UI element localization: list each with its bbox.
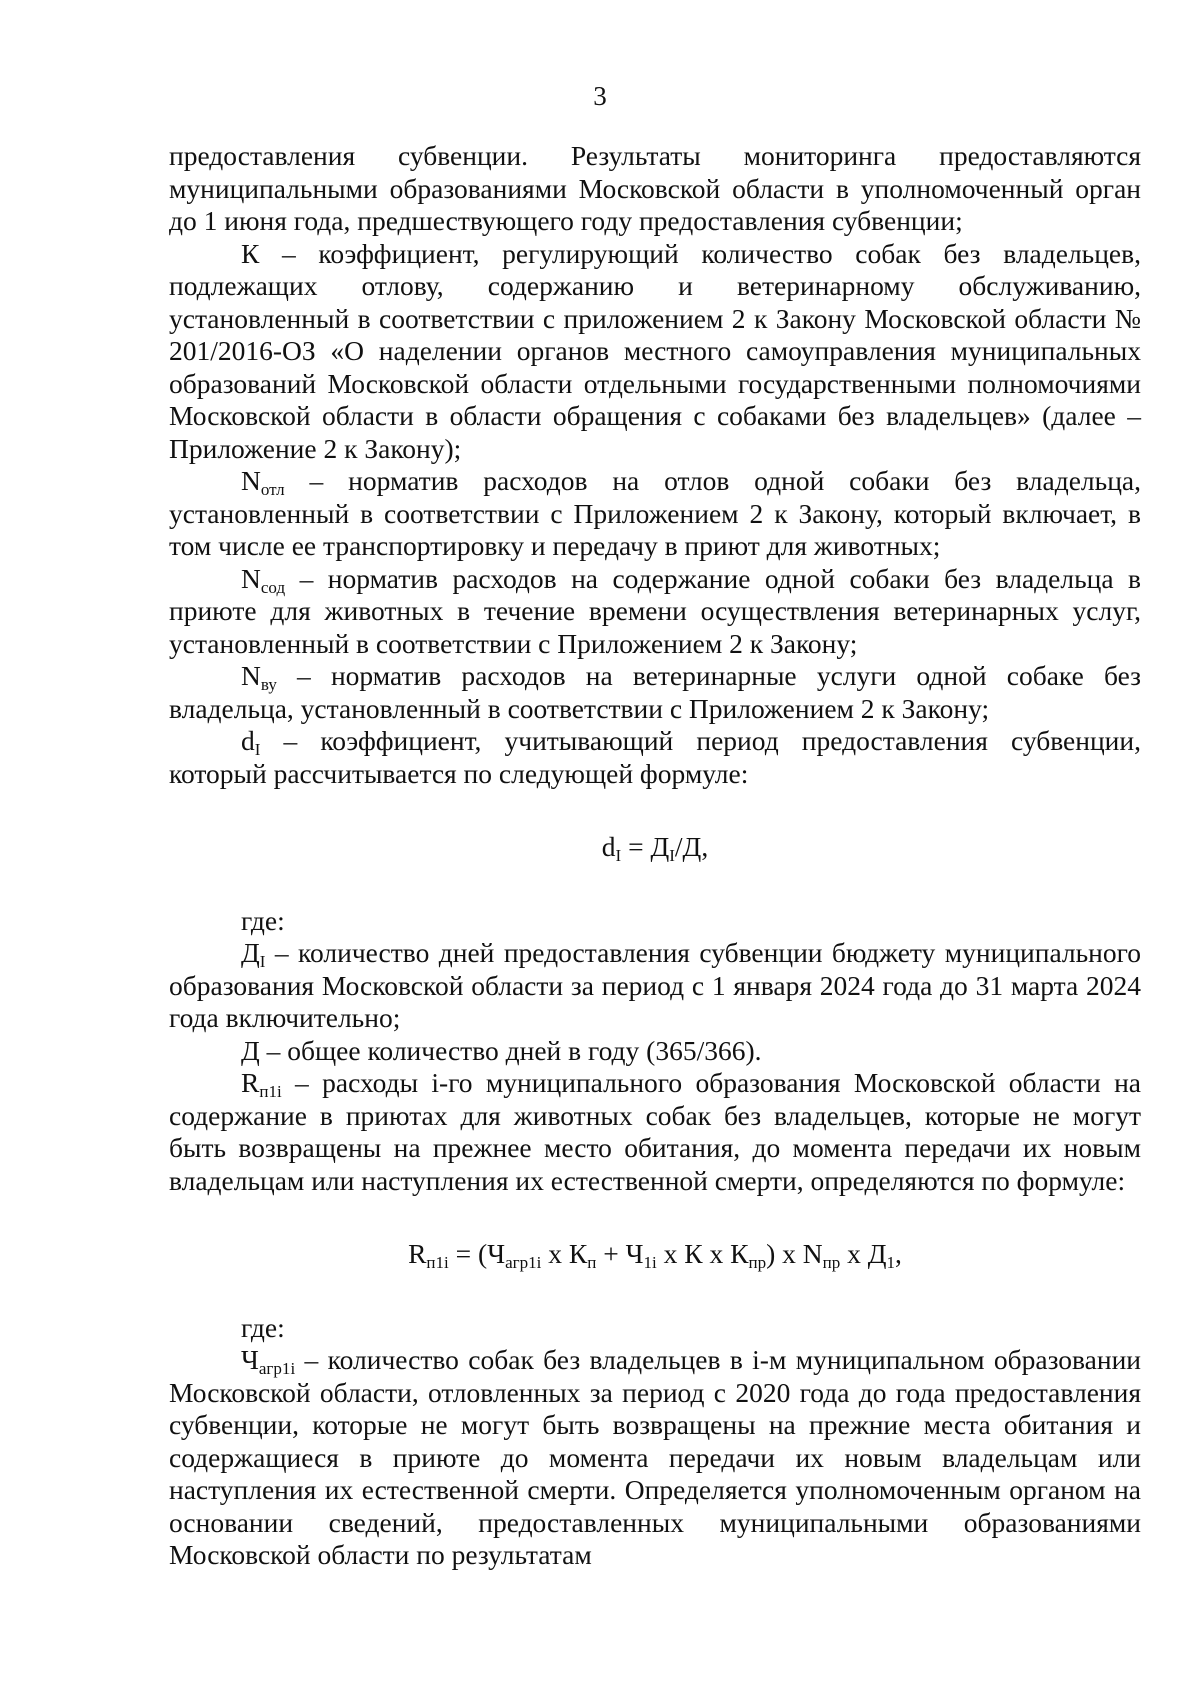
formula-subscript: агр1i [505, 1252, 542, 1272]
formula-subscript: п [587, 1252, 597, 1272]
formula-d [169, 831, 1141, 864]
formula-term: + Ч [596, 1238, 644, 1269]
spacer [169, 1197, 1141, 1238]
symbol: N [241, 562, 261, 594]
paragraph-n-otl [169, 465, 1141, 563]
formula-subscript: 1i [643, 1252, 657, 1272]
formula-subscript: I [669, 845, 675, 865]
paragraph-coefficient-k: К – коэффициент, регулирующий количество собак без владельцев, подлежащих отлову, содержанию и ветеринарному обслуживанию, установленный в соответствии с приложением 2 к Закону Московской области № 201/2016-ОЗ «О наделении органов местного самоуправления муниципальных образований Московской области отдельными государственными полномочиями Московской области в области обращения с собаками без владельцев» (далее – Приложение 2 к Закону); [169, 237, 1141, 464]
where-label: где: [241, 904, 285, 936]
formula-subscript: пр [748, 1252, 767, 1272]
document-body [169, 140, 1141, 1572]
paragraph-d-coefficient [169, 725, 1141, 790]
symbol-subscript: I [259, 951, 266, 971]
symbol: R [241, 1067, 260, 1098]
definition-text: – норматив расходов на ветеринарные услуги одной собаке без владельца, установленный в соответствии с Приложением 2 к Закону; [169, 660, 1141, 724]
symbol-subscript: ву [260, 674, 277, 694]
definition-text: – количество собак без владельцев в i-м муниципальном образовании Московской области, отловленных за период с 2020 года до года предоставления субвенции, которые не могут быть возвращены на прежние места обитания и содержащиеся в приюте до момента передачи их новым владельцам или наступления их естественной смерти. Определяется уполномоченным органом на основании сведений, предоставленных муниципальными образованиями Московской области по результатам [169, 1344, 1141, 1570]
formula-subscript: 1 [886, 1252, 896, 1272]
symbol: N [241, 465, 261, 496]
formula-subscript: п1i [426, 1252, 449, 1272]
symbol: Ч [241, 1344, 259, 1375]
paragraph-r-expenses [169, 1067, 1141, 1197]
definition-text: – количество дней предоставления субвенции бюджету муниципального образования Московской области за период с 1 января 2024 года до 31 марта 2024 года включительно; [169, 937, 1141, 1033]
symbol-subscript: агр1i [258, 1358, 296, 1378]
formula-term: /Д, [674, 831, 709, 862]
formula-term: R [408, 1238, 427, 1269]
formula-term: , [895, 1238, 902, 1269]
spacer [169, 1271, 1141, 1312]
definition-text: – коэффициент, учитывающий период предоставления субвенции, который рассчитывается по следующей формуле: [169, 725, 1141, 789]
symbol-subscript: I [254, 739, 261, 759]
paragraph-monitoring-continuation: предоставления субвенции. Результаты мониторинга предоставляются муниципальными образованиями Московской области в уполномоченный орган до 1 июня года, предшествующего году предоставления субвенции; [169, 140, 1141, 236]
formula-term: = (Ч [448, 1238, 506, 1269]
formula-r [169, 1238, 1141, 1271]
symbol-subscript: сод [260, 577, 286, 597]
symbol-subscript: п1i [259, 1081, 282, 1101]
formula-term: х Д [840, 1238, 887, 1269]
formula-term: х К [541, 1238, 588, 1269]
symbol: N [241, 660, 261, 691]
formula-term: ) х N [766, 1238, 823, 1269]
page-number: 3 [593, 81, 607, 111]
spacer [169, 864, 1141, 905]
symbol: Д [241, 937, 260, 968]
definition-text: – норматив расходов на отлов одной собаки без владельца, установленный в соответствии с Приложением 2 к Закону, который включает, в том числе ее транспортировку и передачу в приют для животных; [169, 465, 1141, 561]
paragraph-d-total: Д – общее количество дней в году (365/366). [241, 1034, 762, 1066]
paragraph-n-vu [169, 660, 1141, 725]
formula-term: х К х К [656, 1238, 749, 1269]
formula-subscript: I [615, 845, 622, 865]
symbol: d [241, 725, 255, 756]
formula-term: = Д [621, 831, 670, 862]
definition-text: – норматив расходов на содержание одной собаки без владельца в приюте для животных в течение времени осуществления ветеринарных услуг, установленный в соответствии с Приложением 2 к Закону; [169, 562, 1141, 659]
formula-term: d [601, 831, 616, 862]
formula-subscript: пр [822, 1252, 841, 1272]
symbol-subscript: отл [260, 479, 285, 499]
paragraph-d-days [169, 937, 1141, 1035]
paragraph-n-sod [169, 563, 1141, 661]
where-label: где: [241, 1311, 285, 1343]
definition-text: – расходы i-го муниципального образования Московской области на содержание в приютах для животных собак без владельцев, которые не могут быть возвращены на прежнее место обитания, до момента передачи их новым владельцам или наступления их естественной смерти, определяются по формуле: [169, 1067, 1141, 1196]
spacer [169, 790, 1141, 831]
paragraph-ch-agr [169, 1344, 1141, 1572]
